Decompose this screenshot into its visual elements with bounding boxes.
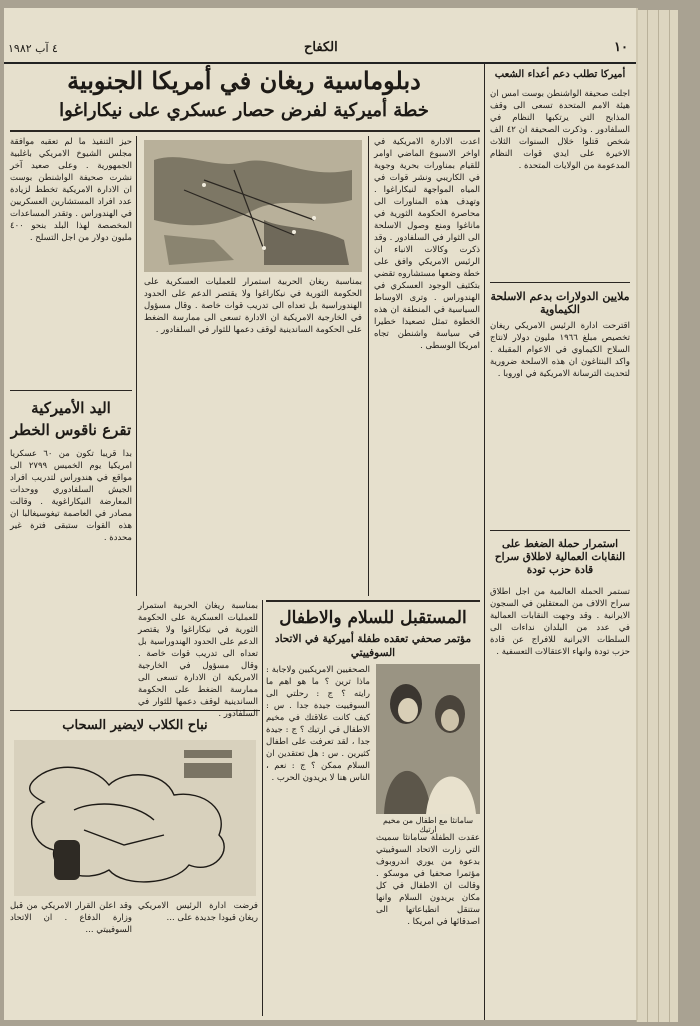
peace-subheadline: مؤتمر صحفي تعقده طفلة أميركية في الاتحاد السوفييتي	[274, 633, 472, 659]
main-subheadline: خطة أميركية لفرض حصار عسكري على نيكاراغوا	[59, 100, 429, 121]
children-photo	[376, 664, 480, 814]
main-story-col-2: بمناسبة ريغان الحربية استمرار للعمليات العسكرية على الحكومة الثورية في نيكاراغوا ولا يقتصر الدعم على الحدود الهندوراسية بل تعداه الى تدريب قوات خاصة . وقال مسؤول في الخارجية الامريكية ان الادارة تسعى الى ممارسة الضغط على الحكومة الساندينية لوقف دعمها للثوار في السلفادور .	[144, 277, 362, 335]
sidebar-body-1: اجلت صحيفة الواشنطن بوست امس ان هيئة الامم المتحدة تسعى الى وقف المذابح التي يرتكبها النظام في السلفادور . وذكرت الصحيفة ان ٤٢ الف شخص قتلوا خلال السنوات الثلاث الاخيرة على ايدي قوات النظام المدعومة من الولايات المتحدة .	[490, 89, 630, 171]
us-box-body: بدا قريبا تكون من ٦٠ عسكريا امريكيا يوم الخميس ٢٧٩٩ الى مواقع في هندوراس لتدريب افراد الجيش السلفادوري ووحدات المعارضة النيكاراغوية . وقالت مصادر في العاصمة تيغوسيغالبا ان هذه القوات ستبقى فترة غير محددة .	[10, 449, 132, 543]
sidebar-title-1: أميركا تطلب دعم أعداء الشعب	[494, 69, 626, 80]
issue-date: ٤ آب ١٩٨٢	[8, 42, 58, 55]
cartoon-caption: وقد اعلن القرار الامريكي من قبل وزارة الدفاع . ان الاتحاد السوفييتي ...	[10, 901, 132, 935]
main-story-col-1: اعدت الادارة الامريكية في اواخر الاسبوع الماضي اوامر للقيام بمناورات بحرية وجوية في الكاريبي ونشر قوات في المياه المواجهة لنيكاراغوا . وتهدف هذه المناورات الى محاصرة الحكومة الثورية في ماناغوا ومنع وصول الاسلحة الى الثوار في السلفادور . وقد ذكرت وكالات الانباء ان الرئيس الامريكي وافق على خطة وضعها مستشاروه تقضي بتكثيف الوجود العسكري في الهندوراس . وترى الاوساط السياسية في المنطقة ان هذه الخطوة تمثل تصعيدا خطيرا في سياسة واشنطن تجاه امريكا الوسطى .	[374, 137, 480, 351]
peace-col-b: عقدت الطفلة سامانثا سميث التي زارت الاتحاد السوفييتي بدعوة من يوري اندروبوف مؤتمرا صحفيا في موسكو . وقالت ان الاطفال في كل مكان يريدون السلام وانها ستنقل انطباعاتها الى اصدقائها في امريكا .	[376, 833, 480, 927]
peace-col-a: الصحفيين الامريكيين ولاجابة : ماذا ترين ؟ ما هو اهم ما رايته ؟ ج : رحلتي الى السوفييت جيدة جدا . س : كيف كانت علاقتك في مخيم الاطفال في ارتيك ؟ ج : جيدة جدا ، لقد تعرفت على اطفال كثيرين . س : هل تعتقدين ان السلام ممكن ؟ ج : نعم ، الناس هنا لا يريدون الحرب .	[266, 665, 370, 783]
main-story-col-3: حيز التنفيذ ما لم تعقبه موافقة مجلس الشيوخ الامريكي باغلبية الجمهورية . وعلى صعيد آخر نشرت صحيفة الواشنطن بوست ان الادارة الامريكية تخطط لزيادة عدد افراد المستشارين العسكريين في الهندوراس . وتقدر المساعدات المخصصة لهذا البلد بنحو ٤٠٠ مليون دولار من اجل التسلح .	[10, 137, 132, 243]
map-image	[144, 140, 362, 272]
sidebar-body-3: تستمر الحملة العالمية من اجل اطلاق سراح الالاف من المعتقلين في السجون الايرانية . وقد وجهت النقابات العمالية في عدد من البلدان نداءات الى السلطات الايرانية للافراج عن قادة حزب تودة وانهاء الاعتقالات التعسفية .	[490, 587, 630, 657]
peace-headline: المستقبل للسلام والاطفال	[279, 608, 467, 628]
newspaper-name: الكفاح	[304, 40, 338, 55]
bottom-col-x: فرضت ادارة الرئيس الامريكي ريغان قيودا جديدة على ...	[138, 901, 258, 923]
sidebar-title-3: استمرار حملة الضغط على النقابات العمالية لاطلاق سراح قادة حزب تودة	[494, 538, 626, 576]
sidebar-title-2: ملايين الدولارات بدعم الاسلحة الكيماوية	[490, 290, 630, 316]
us-box-title-1: اليد الأميركية	[31, 399, 111, 417]
cartoon-image	[14, 740, 256, 896]
cartoon-col-top: بمناسبة ريغان الحربية استمرار للعمليات العسكرية على الحكومة الثورية في نيكاراغوا ولا يقتصر الدعم على الحدود الهندوراسية بل تعداه الى تدريب قوات خاصة . وقال مسؤول في الخارجية الامريكية ان الادارة تسعى الى ممارسة الضغط على الحكومة الساندينية لوقف دعمها للثوار في السلفادور .	[138, 601, 258, 719]
us-box-title-2: تقرع ناقوس الخطر	[10, 421, 132, 439]
main-headline: دبلوماسية ريغان في أمريكا الجنوبية	[67, 66, 421, 95]
cartoon-title: نباح الكلاب لايضير السحاب	[62, 718, 208, 733]
photo-caption: سامانثا مع اطفال من مخيم ارتيك	[382, 816, 474, 834]
newspaper-page	[4, 8, 636, 1020]
page-header	[4, 38, 636, 64]
page-number: ١٠	[614, 40, 628, 55]
sidebar-body-2: اقترحت ادارة الرئيس الامريكي ريغان تخصيص مبلغ ١٩٦٦ مليون دولار لانتاج السلاح الكيماوي في الاعوام المقبلة . واكد البنتاغون ان هذه الاسلحة ضرورية لتحديث الترسانة الامريكية في اوروبا .	[490, 321, 630, 379]
